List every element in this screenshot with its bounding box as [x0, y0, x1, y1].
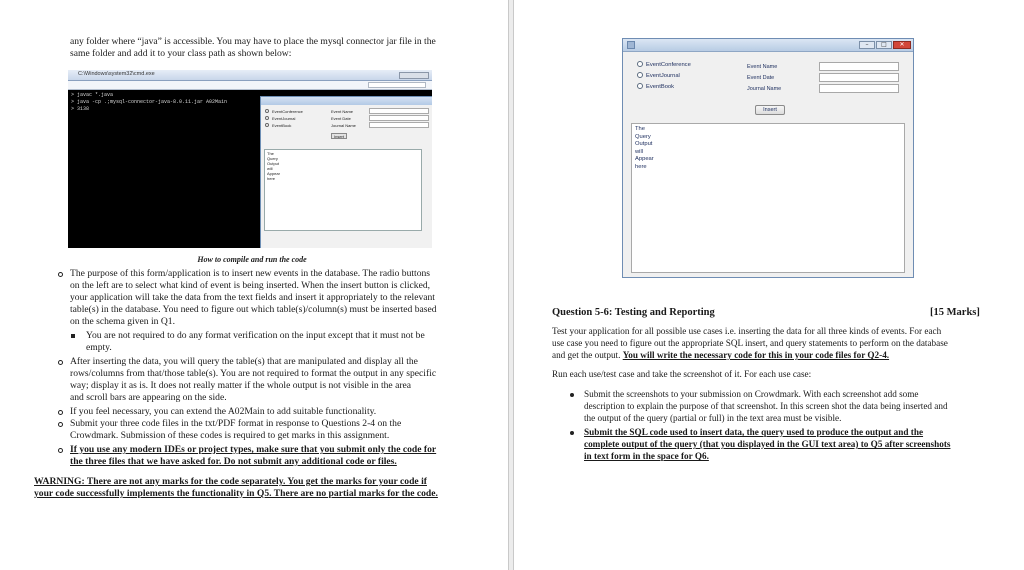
- mini-title-bar: [261, 97, 432, 105]
- rb2-line: complete output of the query (that you displayed in the GUI text area) to Q5 after screenshots: [584, 439, 951, 449]
- mini-input: [369, 115, 429, 121]
- b1-line: your application will take the data from the text fields and insert it appropriately to the relevant: [70, 292, 435, 303]
- b4-line: Submit your three code files in the txt/PDF format in response to Questions 2-4 on the: [70, 418, 402, 429]
- mini-input: [369, 122, 429, 128]
- mini-field-label: Journal Name: [331, 123, 356, 128]
- b2-line: After inserting the data, you will query the table(s) that are manipulated and display all the: [70, 356, 418, 367]
- mini-output-line: Output: [267, 161, 280, 166]
- bullet-circle-icon: [58, 448, 63, 453]
- journal-name-input[interactable]: [819, 84, 899, 93]
- rb1-line: description to explain the purpose of that screenshot. In this screen shot the data being inserted and: [584, 401, 948, 411]
- intro-line-1: any folder where “java” is accessible. You may have to place the mysql connector jar file in the: [70, 36, 436, 47]
- event-date-input[interactable]: [819, 73, 899, 82]
- radio-icon: [637, 61, 643, 67]
- mini-radio-label: EventConference: [272, 109, 303, 114]
- terminal-window-controls: [399, 72, 429, 79]
- b2-line: and scroll bars are appearing on the side.: [70, 392, 227, 403]
- p1-line: Test your application for all possible use cases i.e. inserting the data for all three kinds of events. For each: [552, 326, 942, 336]
- rb2-line: Submit the SQL code used to insert data, the query used to produce the output and the: [584, 427, 924, 437]
- radio-event-conference[interactable]: [637, 61, 691, 70]
- p1-line: use case you need to figure out the appropriate SQL insert, and query statements to perform on the database: [552, 338, 948, 348]
- terminal-address-bar: [68, 81, 432, 90]
- insert-button[interactable]: Insert: [755, 105, 785, 115]
- mini-output-line: here: [267, 176, 276, 181]
- mini-output-line: Query: [267, 156, 278, 161]
- radio-icon: [637, 83, 643, 89]
- minimize-icon[interactable]: –: [859, 41, 875, 49]
- intro-line-2: same folder and add it to your class path as shown below:: [70, 48, 292, 59]
- p2-line: Run each use/test case and take the screenshot of it. For each use case:: [552, 369, 812, 379]
- p1-plain: and get the output.: [552, 350, 623, 360]
- app-icon: [627, 41, 635, 49]
- rb2-line: in text form in the space for Q6.: [584, 451, 709, 461]
- mini-output-area: [264, 149, 422, 231]
- radio-event-book[interactable]: [637, 83, 674, 92]
- p1-line: [552, 350, 889, 362]
- mini-radio-icon: [265, 109, 269, 113]
- terminal-line: > javac *.java: [71, 92, 114, 98]
- output-placeholder: [635, 126, 654, 172]
- mini-field-label: Event Name: [331, 109, 354, 114]
- question-heading: Question 5-6: Testing and Reporting: [552, 307, 715, 318]
- compile-run-screenshot: [68, 70, 432, 248]
- radio-icon: [637, 72, 643, 78]
- b1-line: table(s) in the database. You need to figure out which table(s)/column(s) must be inserted based: [70, 304, 437, 315]
- mini-field-label: Event Date: [331, 116, 351, 121]
- bullet-circle-icon: [58, 272, 63, 277]
- bullet-circle-icon: [58, 410, 63, 415]
- b2-line: way; display it as is. It does not really matter if the whole output is not visible in the area: [70, 380, 412, 391]
- mini-input: [369, 108, 429, 114]
- bullet-dot-icon: [570, 393, 574, 397]
- rb1-line: the output of the query (partial or full) in the text area must be visible.: [584, 413, 842, 423]
- close-icon[interactable]: ✕: [893, 41, 911, 49]
- warning-line: WARNING: There are not any marks for the code separately. You get the marks for your code if: [34, 476, 427, 487]
- mini-output-line: Appear: [267, 171, 280, 176]
- b1-line: The purpose of this form/application is to insert new events in the database. The radio buttons: [70, 268, 431, 279]
- bullet-circle-icon: [58, 422, 63, 427]
- b5-line: the three files that we have asked for. Do not submit any additional code or files.: [70, 456, 397, 467]
- sub1-line: empty.: [86, 342, 112, 353]
- output-line: The: [635, 126, 645, 132]
- b1-line: on the left are to select what kind of event is being inserted. When the insert button is clicked,: [70, 280, 431, 291]
- figure-caption: How to compile and run the code: [197, 255, 307, 264]
- label-event-name: Event Name: [747, 64, 778, 70]
- mini-radio-label: EventBook: [272, 123, 292, 128]
- mini-output-line: The: [267, 151, 274, 156]
- left-page: [0, 0, 508, 570]
- event-gui-screenshot: [622, 38, 914, 278]
- b4-line: Crowdmark. Submission of these codes is required to get marks in this assignment.: [70, 430, 390, 441]
- mini-radio-icon: [265, 116, 269, 120]
- p1-bold: You will write the necessary code for this in your code files for Q2-4.: [622, 350, 890, 360]
- bullet-square-icon: [71, 334, 75, 338]
- maximize-icon[interactable]: □: [876, 41, 892, 49]
- query-output-area[interactable]: [631, 123, 905, 273]
- mini-gui-window: [260, 96, 432, 248]
- mini-output-line: will: [267, 166, 273, 171]
- terminal-title-bar: [68, 70, 432, 81]
- event-name-input[interactable]: [819, 62, 899, 71]
- label-journal-name: Journal Name: [747, 86, 782, 92]
- output-line: will: [635, 148, 644, 155]
- rb1-line: Submit the screenshots to your submission on Crowdmark. With each screenshot add some: [584, 389, 919, 399]
- sub1-line: You are not required to do any format verification on the input except that it must not be: [86, 330, 425, 341]
- label-event-date: Event Date: [747, 75, 775, 81]
- radio-label: EventJournal: [646, 73, 680, 79]
- output-line: Appear: [635, 156, 654, 163]
- bullet-circle-icon: [58, 360, 63, 365]
- question-marks: [15 Marks]: [930, 307, 980, 318]
- mini-radio-icon: [265, 123, 269, 127]
- output-line: Query: [635, 133, 651, 140]
- bullet-dot-icon: [570, 431, 574, 435]
- terminal-title: C:\Windows\system32\cmd.exe: [78, 71, 155, 77]
- mini-insert-label: Insert: [334, 134, 345, 139]
- radio-event-journal[interactable]: [637, 72, 680, 81]
- warning-line: your code successfully implements the functionality in Q5. There are no partial marks for the code.: [34, 488, 438, 499]
- output-line: here: [635, 163, 647, 170]
- radio-label: EventConference: [646, 62, 691, 68]
- mini-radio-label: EventJournal: [272, 116, 296, 121]
- b1-line: on the schema given in Q1.: [70, 316, 175, 327]
- gui-title-bar: [623, 39, 913, 52]
- radio-label: EventBook: [646, 84, 675, 90]
- b5-line: If you use any modern IDEs or project types, make sure that you submit only the code for: [70, 444, 437, 455]
- b3-line: If you feel necessary, you can extend the A02Main to add suitable functionality.: [70, 406, 377, 417]
- search-box: [368, 82, 426, 88]
- terminal-line: > 3138: [71, 106, 90, 112]
- output-line: Output: [635, 141, 653, 148]
- mini-insert-button: [331, 133, 347, 139]
- b2-line: rows/columns from that/those table(s). You are not required to format the output in any specific: [70, 368, 437, 379]
- terminal-line: > java -cp .;mysql-connector-java-8.0.11.jar A02Main: [71, 99, 228, 105]
